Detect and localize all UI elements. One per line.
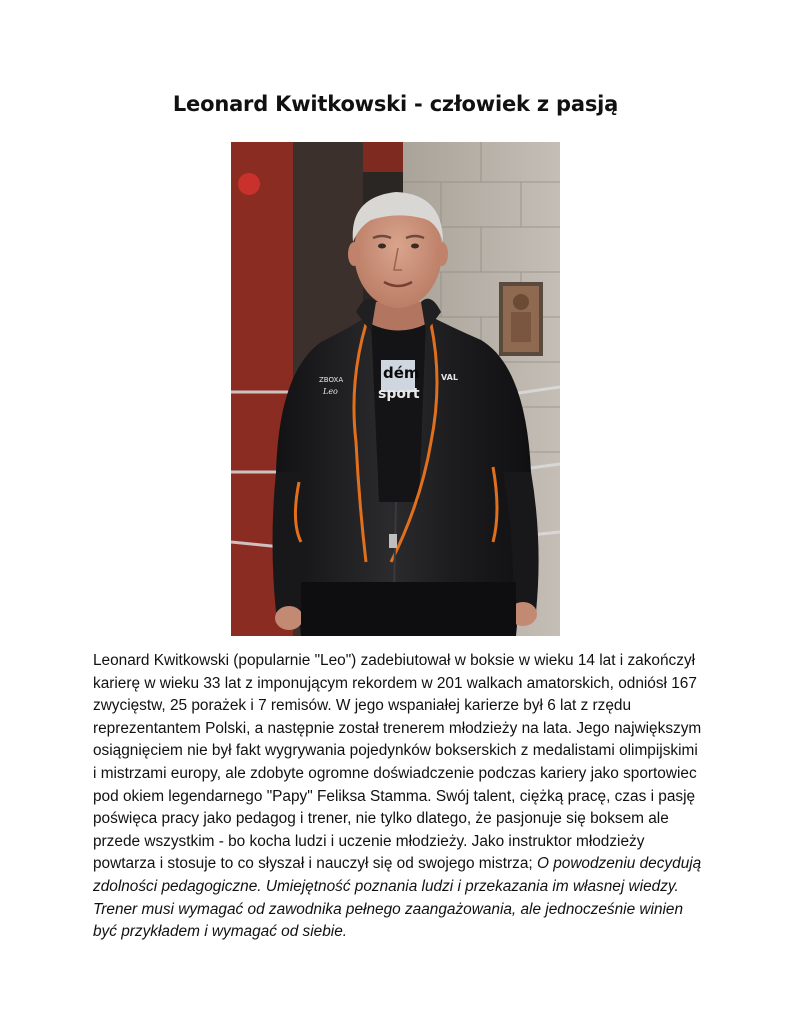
shirt-print-bottom: sport — [378, 386, 420, 402]
jacket-patch: VAL — [441, 373, 458, 382]
jacket-print-script: Leo — [323, 387, 338, 396]
shirt-print-top: dém — [383, 364, 420, 382]
portrait-photo — [231, 142, 560, 636]
page-title: Leonard Kwitkowski - człowiek z pasją — [172, 92, 619, 116]
article-plain-text: Leonard Kwitkowski (popularnie "Leo") zadebiutował w boksie w wieku 14 lat i zakończył karierę w wieku 33 lat z imponującym rekordem w 201 walkach amatorskich, odniósł 167 zwycięstw, 25 porażek i 7 remisów. W jego wspaniałej karierze był 6 lat z rzędu reprezentantem Polski, a następnie został trenerem młodzieży na lata. Jego największym osiągnięciem nie był fakt wygrywania pojedynków bokserskich z medalistami olimpijskimi i mistrzami europy, ale zdobyte ogromne doświadczenie podczas kariery jako sportowiec pod okiem legendarnego "Papy" Feliksa Stamma. Swój talent, ciężką pracę, czas i pasję poświęca pracy jako pedagog i trener, nie tylko dlatego, że pasjonuje się boksem ale przede wszystkim - bo kocha ludzi i uczenie młodzieży. Jako instruktor młodzieży powtarza i stosuje to co słyszał i nauczył się od swojego mistrza; — [93, 652, 702, 873]
article-italic-quote: O powodzeniu decydują zdolności pedagogiczne. Umiejętność poznania ludzi i przekazania im własnej wiedzy. Trener musi wymagać od zawodnika pełnego zaangażowania, ale jednocześnie winien być przykładem i wymagać od siebie. — [93, 855, 702, 941]
article-body — [93, 650, 703, 944]
jacket-print-left: ZBOXA — [319, 376, 344, 384]
